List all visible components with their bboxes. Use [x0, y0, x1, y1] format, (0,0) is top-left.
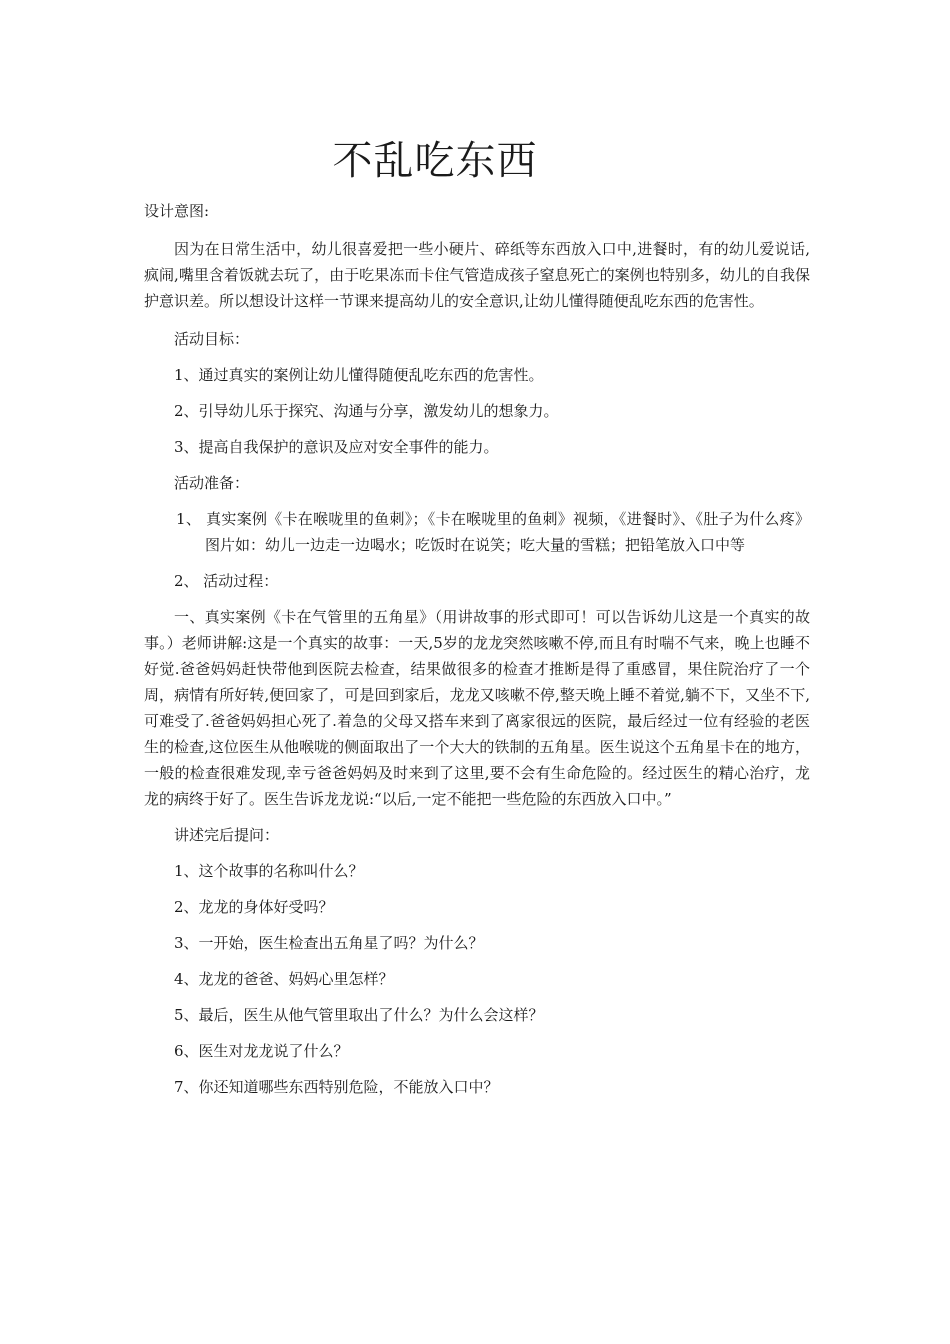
goal-item: 3、提高自我保护的意识及应对安全事件的能力。	[174, 438, 499, 456]
questions-heading: 讲述完后提问：	[174, 826, 280, 844]
process-heading: 2、 活动过程：	[174, 572, 279, 590]
prep-heading: 活动准备：	[174, 474, 250, 492]
question-item: 6、医生对龙龙说了什么？	[174, 1042, 349, 1060]
question-item: 5、最后，医生从他气管里取出了什么？为什么会这样？	[174, 1006, 544, 1024]
document-body	[144, 198, 810, 1100]
story-paragraph: 一、真实案例《卡在气管里的五角星》（用讲故事的形式即可！可以告诉幼儿这是一个真实的故事。）老师讲解:这是一个真实的故事：一天,5岁的龙龙突然咳嗽不停,而且有时喘不气来，晚上也睡不好觉.爸爸妈妈赶快带他到医院去检查，结果做很多的检查才推断是得了重感冒，果住院治疗了一个周，病情有所好转,便回家了，可是回到家后，龙龙又咳嗽不停,整天晚上睡不着觉,躺不下，又坐不下,可难受了.爸爸妈妈担心死了.着急的父母又搭车来到了离家很远的医院，最后经过一位有经验的老医生的检查,这位医生从他喉咙的侧面取出了一个大大的铁制的五角星。医生说这个五角星卡在的地方，一般的检查很难发现,幸亏爸爸妈妈及时来到了这里,要不会有生命危险的。经过医生的精心治疗，龙龙的病终于好了。医生告诉龙龙说:“以后,一定不能把一些危险的东西放入口中。”	[144, 608, 810, 808]
goal-item: 1、通过真实的案例让幼儿懂得随便乱吃东西的危害性。	[174, 366, 544, 384]
question-item: 2、龙龙的身体好受吗？	[174, 898, 334, 916]
question-item: 3、一开始，医生检查出五角星了吗？为什么？	[174, 934, 484, 952]
document-title: 不乱吃东西	[332, 138, 538, 184]
design-intent-heading: 设计意图:	[144, 202, 210, 220]
question-item: 7、你还知道哪些东西特别危险，不能放入口中？	[174, 1078, 499, 1096]
design-intent-paragraph: 因为在日常生活中，幼儿很喜爱把一些小硬片、碎纸等东西放入口中,进餐时，有的幼儿爱说话,疯闹,嘴里含着饭就去玩了，由于吃果冻而卡住气管造成孩子窒息死亡的案例也特别多，幼儿的自我保护意识差。所以想设计这样一节课来提高幼儿的安全意识,让幼儿懂得随便乱吃东西的危害性。	[144, 240, 810, 310]
goal-item: 2、引导幼儿乐于探究、沟通与分享，激发幼儿的想象力。	[174, 402, 559, 420]
question-item: 4、龙龙的爸爸、妈妈心里怎样？	[174, 970, 394, 988]
question-item: 1、这个故事的名称叫什么？	[174, 862, 364, 880]
prep-item: 1、 真实案例《卡在喉咙里的鱼刺》；《卡在喉咙里的鱼刺》视频，《进餐时》、《肚子为什么疼》图片如：幼儿一边走一边喝水；吃饭时在说笑；吃大量的雪糕；把铅笔放入口中等	[176, 510, 810, 554]
goals-heading: 活动目标：	[174, 330, 250, 348]
